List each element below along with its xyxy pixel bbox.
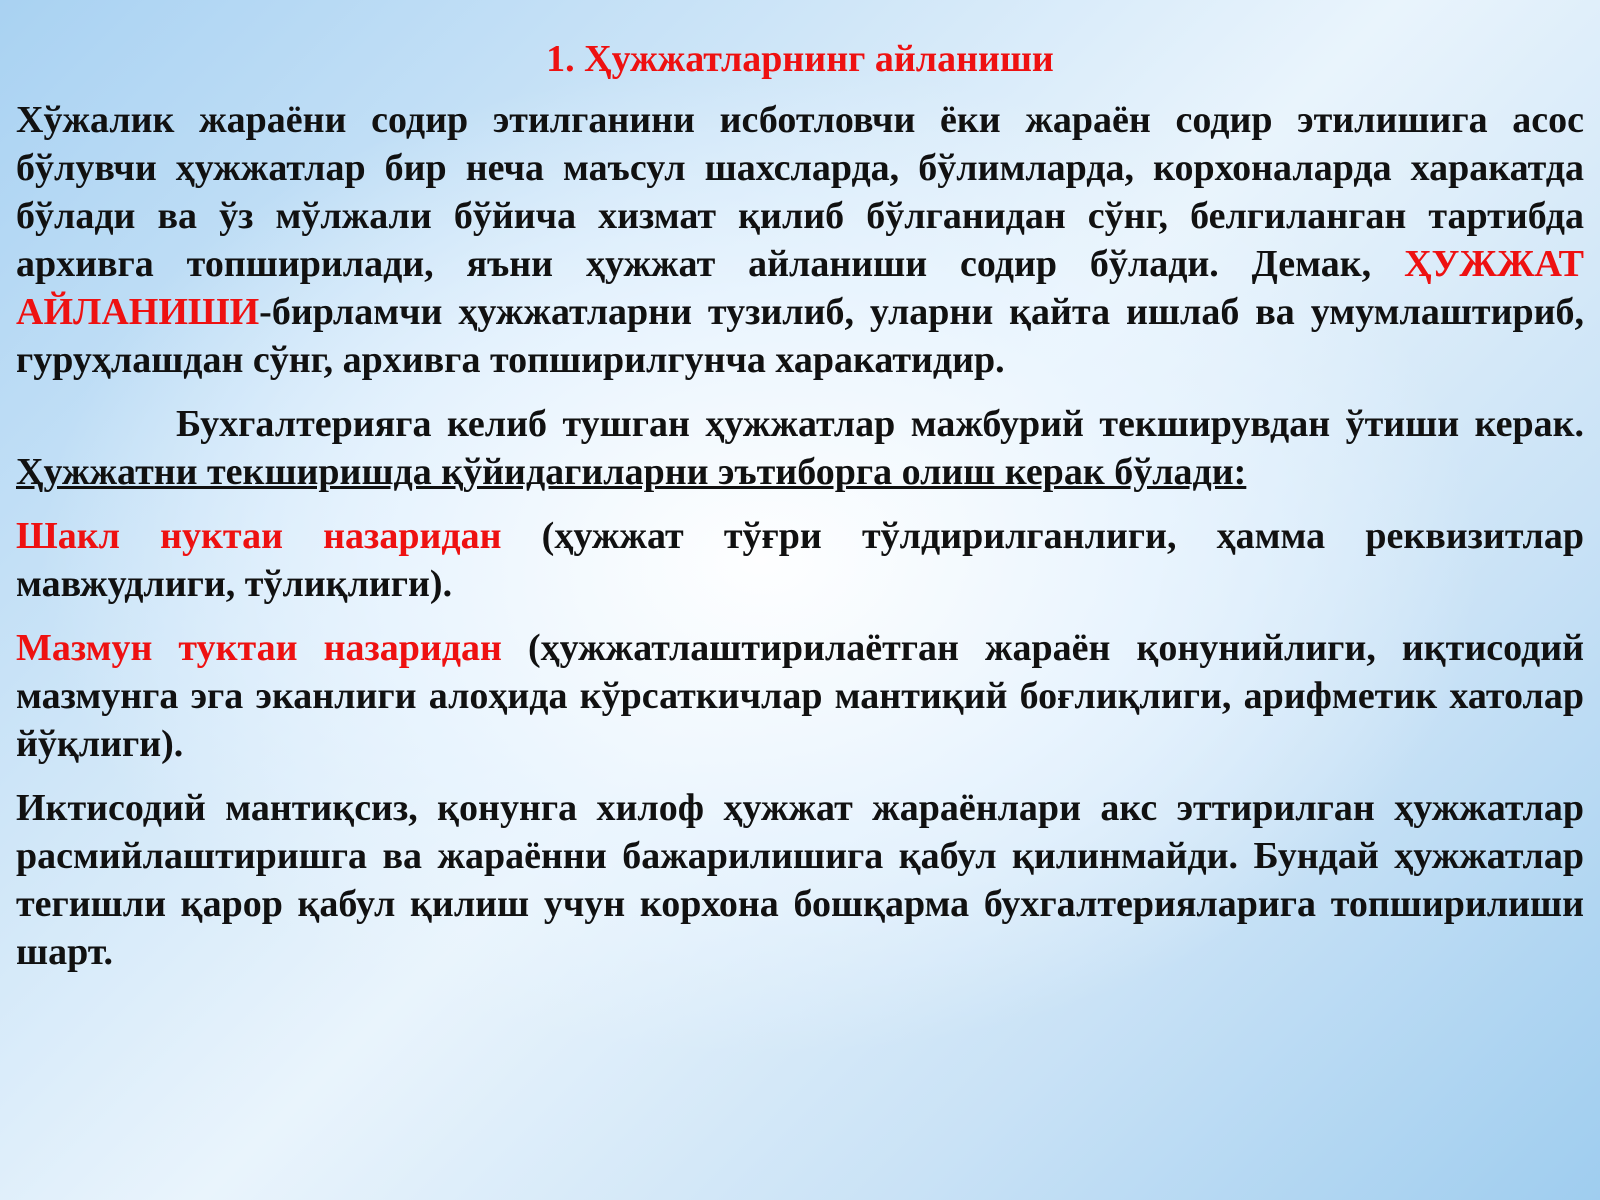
form-check-heading: Шакл нуктаи назаридан (16, 515, 502, 557)
term-highlight: ҲУЖЖАТ АЙЛАНИШИ (16, 243, 1584, 333)
slide-title: 1. Ҳужжатларнинг айланиши (546, 38, 1054, 80)
rejection-text: Иктисодий мантиқсиз, қонунга хилоф ҳужжат жараёнлари акс эттирилган ҳужжатлар расмийлаштиришга ва жараённи бажарилишига қабул қилинмайди. Бундай ҳужжатлар тегишли қарор қабул қилиш учун корхона бошқарма бухгалтерияларига топширилиши шарт. (16, 787, 1584, 973)
content-check-heading: Мазмун туктаи назаридан (16, 627, 502, 669)
underlined-statement: Ҳужжатни текширишда қўйидагиларни эътиборга олиш керак бўлади: (16, 451, 1247, 493)
slide-content (16, 34, 1584, 992)
paragraph-definition-text-2: -бирламчи ҳужжатларни тузилиб, уларни қайта ишлаб ва умумлаштириб, гуруҳлашдан сўнг, архивга топширилгунча харакатидир. (16, 291, 1584, 381)
paragraph-definition-text-1: Хўжалик жараёни содир этилганини исботловчи ёки жараён содир этилишига асос бўлувчи ҳужжатлар бир неча маъсул шахсларда, бўлимларда, корхоналарда харакатда бўлади ва ўз мўлжали бўйича хизмат қилиб бўлганидан сўнг, белгиланган тартибда архивга топширилади, яъни ҳужжат айланиши содир бўлади. Демак, (16, 99, 1584, 285)
paragraph-content-check (16, 624, 1584, 768)
paragraph-verification (16, 400, 1584, 496)
paragraph-rejection (16, 784, 1584, 976)
paragraph-verification-text: Бухгалтерияга келиб тушган ҳужжатлар мажбурий текширувдан ўтиши керак. (176, 403, 1584, 445)
form-check-text: (ҳужжат тўғри тўлдирилганлиги, ҳамма реквизитлар мавжудлиги, тўлиқлиги). (16, 515, 1585, 605)
paragraph-form-check (16, 512, 1584, 608)
content-check-text: (ҳужжатлаштирилаётган жараён қонунийлиги, иқтисодий мазмунга эга эканлиги алоҳида кўрсаткичлар мантиқий боғлиқлиги, арифметик хатолар йўқлиги). (16, 627, 1585, 765)
paragraph-definition (16, 96, 1584, 384)
